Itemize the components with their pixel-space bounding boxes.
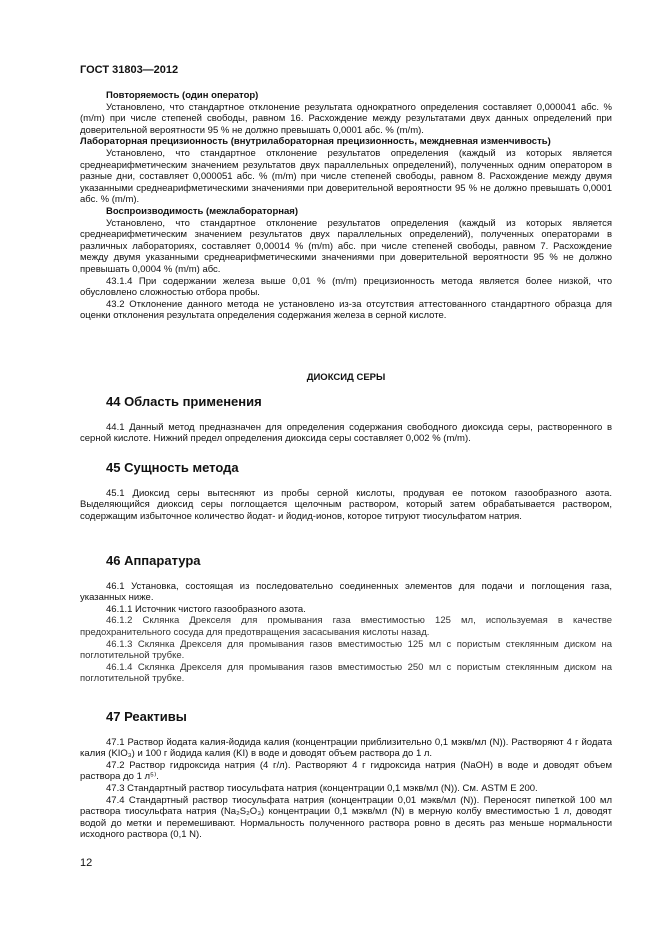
clause-46-1: 46.1 Установка, состоящая из последовательно соединенных элементов для подачи и поглощения газа, указанных ниже. <box>80 580 612 604</box>
clause-43-1-4: 43.1.4 При содержании железа выше 0,01 % (m/m) прецизионность метода является более низкой, что обусловлено сложностью отбора пробы. <box>80 275 612 299</box>
clause-47-1: 47.1 Раствор йодата калия-йодида калия (концентрации приблизительно 0,1 мэкв/мл (N)). Растворяют 4 г йодата калия (KIO₃) и 100 г йодида калия (KI) в воде и доводят объем раствора до 1 л. <box>80 736 612 760</box>
reproducibility-heading: Воспроизводимость (межлабораторная) <box>106 205 299 217</box>
clause-47-3: 47.3 Стандартный раствор тиосульфата натрия (концентрации 0,1 мэкв/мл (N)). См. ASTM E 200. <box>106 782 538 794</box>
clause-43-2: 43.2 Отклонение данного метода не установлено из-за отсутствия аттестованного стандартного образца для оценки отклонения результата определения содержания железа в серной кислоте. <box>80 298 612 322</box>
clause-47-4: 47.4 Стандартный раствор тиосульфата натрия (концентрации 0,01 мэкв/мл (N)). Переносят пипеткой 100 мл раствора тиосульфата натрия (Na₂S₂O₃) концентрации 0,1 мэкв/мл (N) в мерную колбу вместимостью 1 л, доводят водой до метки и перемешивают. Нормальность полученного раствора ровно в десять раз меньше нормальности исходного раствора (0,1 N). <box>80 794 612 841</box>
lab-precision-heading: Лабораторная прецизионность (внутрилабораторная прецизионность, междневная изменчивость) <box>80 136 551 148</box>
reproducibility-text: Установлено, что стандартное отклонение результатов определения (каждый из которых является среднеарифметическим значением результатов двух параллельных определений), полученных операторами в различных лабораториях, составляет 0,00014 % (m/m) абс. при числе степеней свободы, равном 7. Расхождение между двумя указанными среднеарифметическими значениями при доверительной вероятности 95 % не должно превышать 0,0004 % (m/m) абс. <box>80 217 612 275</box>
section-44 <box>80 396 612 445</box>
clause-47-2: 47.2 Раствор гидроксида натрия (4 г/л). Растворяют 4 г гидроксида натрия (NaOH) в воде и доводят объем раствора до 1 л⁵⁾. <box>80 759 612 783</box>
clause-46-1-3: 46.1.3 Склянка Дрекселя для промывания газов вместимостью 125 мл с пористым стеклянным диском на поглотительной трубке. <box>80 638 612 662</box>
section-47 <box>80 711 612 841</box>
section-46-title: 46 Аппаратура <box>106 553 201 568</box>
lab-precision-text: Установлено, что стандартное отклонение результатов определения (каждый из которых является среднеарифметическим значением результатов двух параллельных определений), полученных одним оператором в разные дни, составляет 0,000051 абс. % (m/m) при числе степеней свободы, равном 8. Расхождение между двумя указанными среднеарифметическими значениями при доверительной вероятности 95 % не должно превышать 0,0001 абс. % (m/m). <box>80 147 612 206</box>
document-header: ГОСТ 31803—2012 <box>80 64 179 76</box>
clause-46-1-4: 46.1.4 Склянка Дрекселя для промывания газов вместимостью 250 мл с пористым стеклянным диском на поглотительной трубке. <box>80 661 612 685</box>
section-46 <box>80 555 612 685</box>
clause-46-1-1: 46.1.1 Источник чистого газообразного азота. <box>106 603 306 615</box>
part-title: ДИОКСИД СЕРЫ <box>306 372 386 383</box>
clause-45-1: 45.1 Диоксид серы вытесняют из пробы серной кислоты, продувая ее потоком газообразного азота. Выделяющийся диоксид серы поглощается щелочным раствором, который затем обрабатывается раствором, содержащим избыточное количество йодат- и йодид-ионов, которое титруют тиосульфатом натрия. <box>80 487 612 522</box>
clause-46-1-2: 46.1.2 Склянка Дрекселя для промывания газа вместимостью 125 мл, используемая в качестве предохранительного сосуда для предотвращения засасывания кислоты назад. <box>80 615 612 638</box>
section-44-title: 44 Область применения <box>106 394 262 409</box>
section-43-precision <box>80 90 612 322</box>
repeatability-heading: Повторяемость (один оператор) <box>106 90 259 101</box>
section-45 <box>80 462 612 522</box>
repeatability-text: Установлено, что стандартное отклонение результата однократного определения составляет 0,000041 абс. % (m/m) при числе степеней свободы, равном 16. Расхождение между результатами двух данных определений при доверительной вероятности 95 % не должно превышать 0,0001 абс. % (m/m). <box>80 101 612 136</box>
page-number: 12 <box>80 857 93 869</box>
section-45-title: 45 Сущность метода <box>106 460 239 475</box>
section-47-title: 47 Реактивы <box>106 709 187 724</box>
clause-44-1: 44.1 Данный метод предназначен для определения содержания свободного диоксида серы, растворенного в серной кислоте. Нижний предел определения диоксида серы составляет 0,002 % (m/m). <box>80 421 612 445</box>
